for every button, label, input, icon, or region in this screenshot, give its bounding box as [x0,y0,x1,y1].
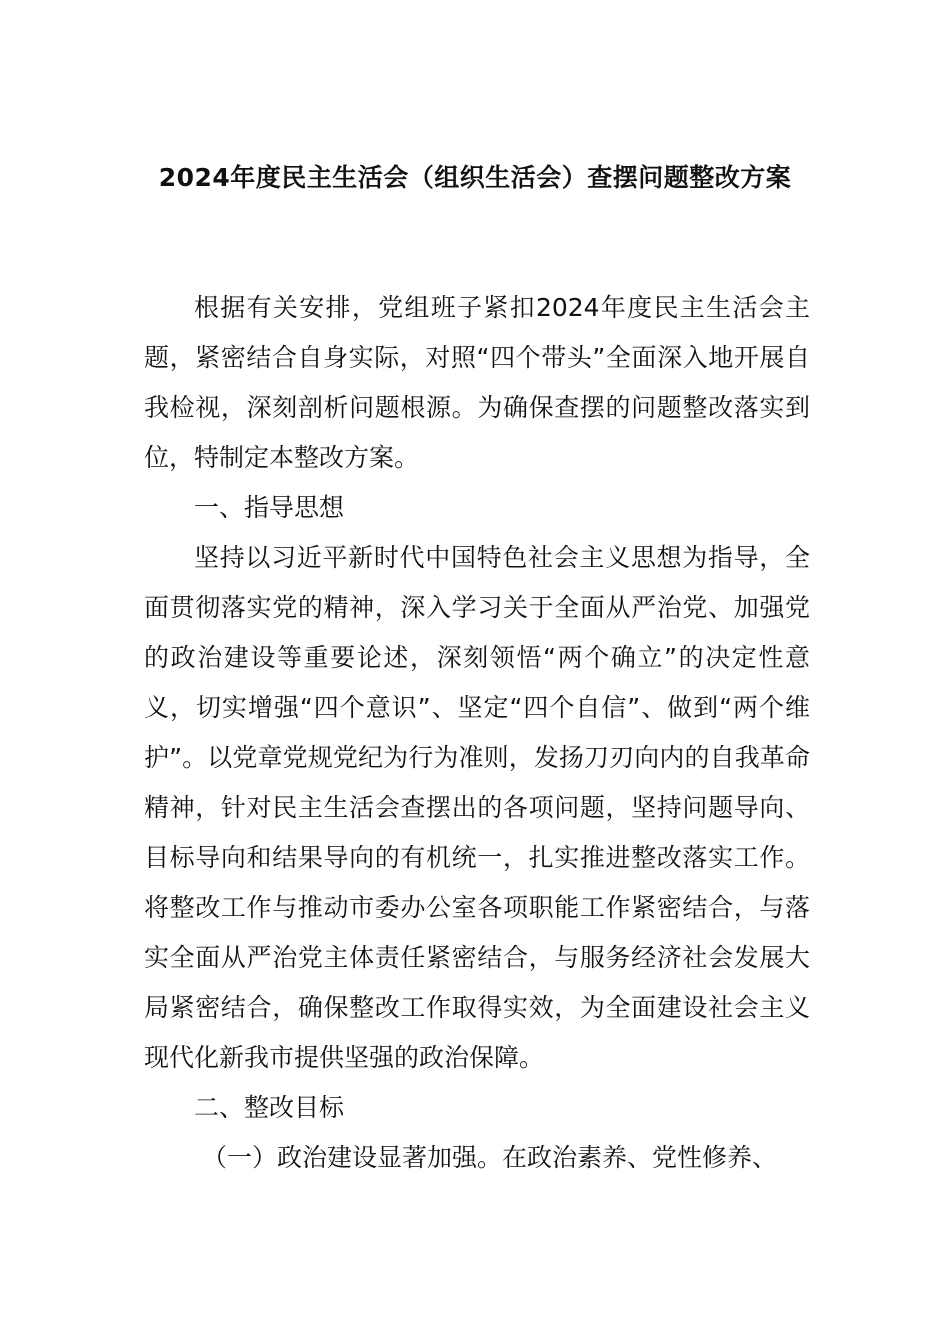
document-body [144,283,810,1183]
goal-item-political-construction: （一）政治建设显著加强。在政治素养、党性修养、 [202,1143,778,1172]
guiding-ideology-paragraph: 坚持以习近平新时代中国特色社会主义思想为指导，全面贯彻落实党的精神，深入学习关于全面从严治党、加强党的政治建设等重要论述，深刻领悟“两个确立”的决定性意义，切实增强“四个意识”、坚定“四个自信”、做到“两个维护”。以党章党规党纪为行为准则，发扬刀刃向内的自我革命精神，针对民主生活会查摆出的各项问题，坚持问题导向、目标导向和结果导向的有机统一，扎实推进整改落实工作。将整改工作与推动市委办公室各项职能工作紧密结合，与落实全面从严治党主体责任紧密结合，与服务经济社会发展大局紧密结合，确保整改工作取得实效，为全面建设社会主义现代化新我市提供坚强的政治保障。 [144,543,810,1072]
intro-paragraph: 根据有关安排，党组班子紧扣2024年度民主生活会主题，紧密结合自身实际，对照“四个带头”全面深入地开展自我检视，深刻剖析问题根源。为确保查摆的问题整改落实到位，特制定本整改方案。 [144,293,810,472]
section-heading-rectification-goals: 二、整改目标 [194,1093,345,1122]
document-title: 2024年度民主生活会（组织生活会）查摆问题整改方案 [158,163,792,192]
section-heading-guiding-ideology: 一、指导思想 [194,493,345,522]
